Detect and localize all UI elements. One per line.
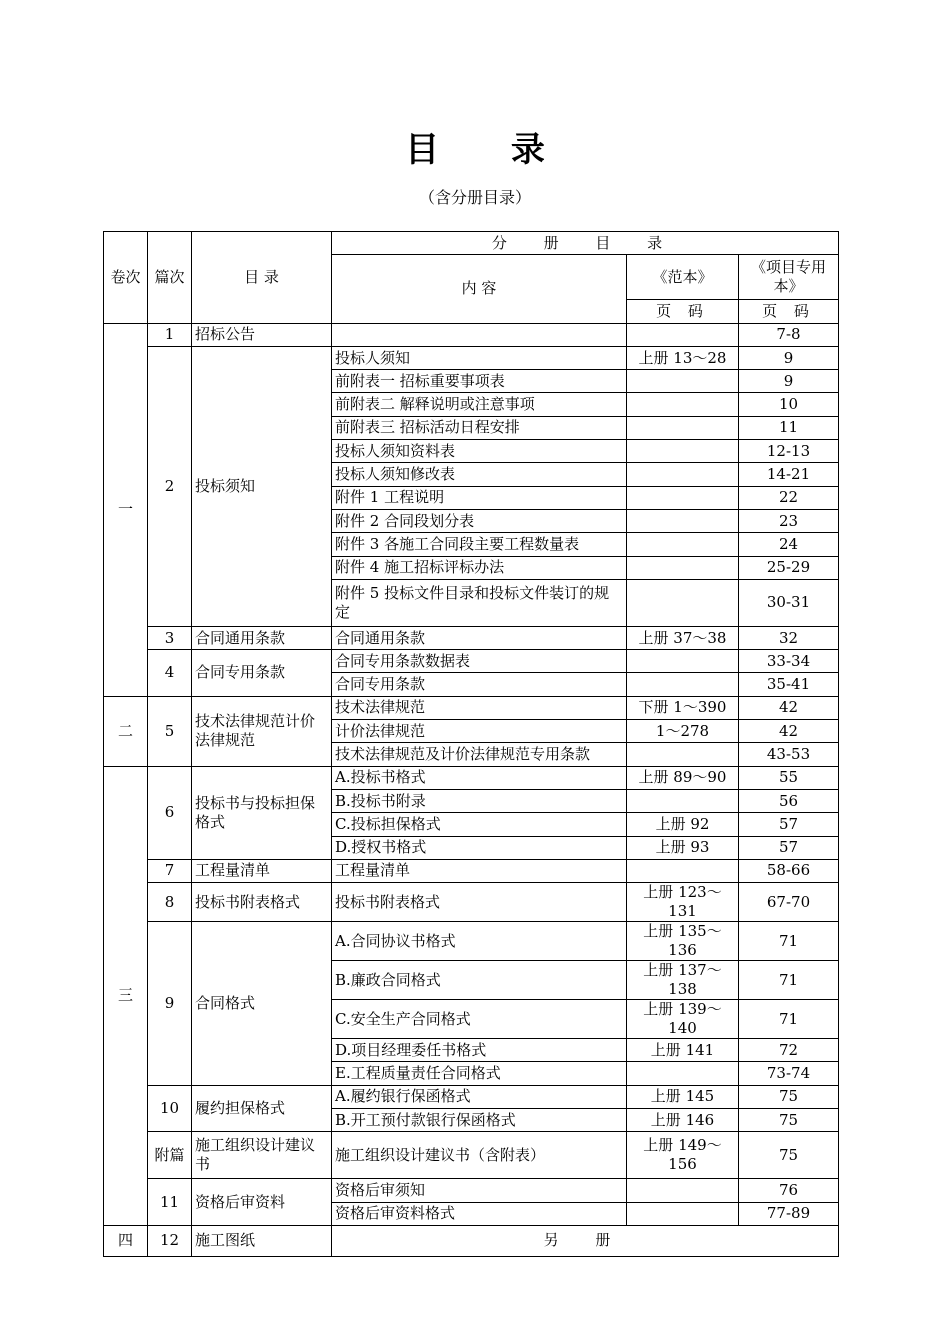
content-cell: B.开工预付款银行保函格式 xyxy=(332,1109,627,1132)
page-cell: 73-74 xyxy=(739,1062,839,1085)
fanben-cell xyxy=(627,486,739,509)
header-chapter: 篇次 xyxy=(148,232,192,324)
chapter-title: 履约担保格式 xyxy=(192,1085,332,1132)
page-cell: 23 xyxy=(739,509,839,532)
catalog-table xyxy=(103,231,839,1257)
content-cell: 前附表三 招标活动日程安排 xyxy=(332,416,627,439)
separate-volume-cell: 另 册 xyxy=(332,1225,839,1256)
page-cell: 77-89 xyxy=(739,1202,839,1225)
page-cell: 12-13 xyxy=(739,440,839,463)
table-row xyxy=(104,626,839,649)
chapter-num: 1 xyxy=(148,323,192,346)
chapter-title: 合同专用条款 xyxy=(192,650,332,697)
table-row xyxy=(104,766,839,789)
fanben-cell: 上册 139～140 xyxy=(627,1000,739,1039)
content-cell: D.项目经理委任书格式 xyxy=(332,1039,627,1062)
fanben-cell xyxy=(627,440,739,463)
chapter-title: 合同格式 xyxy=(192,922,332,1086)
content-cell: 前附表一 招标重要事项表 xyxy=(332,370,627,393)
page-cell: 67-70 xyxy=(739,883,839,922)
chapter-title: 投标须知 xyxy=(192,346,332,626)
content-cell: A.合同协议书格式 xyxy=(332,922,627,961)
page-cell: 9 xyxy=(739,370,839,393)
fanben-cell: 上册 137～138 xyxy=(627,961,739,1000)
page-cell: 14-21 xyxy=(739,463,839,486)
table-row xyxy=(104,883,839,922)
page-cell: 72 xyxy=(739,1039,839,1062)
chapter-title: 工程量清单 xyxy=(192,859,332,882)
content-cell: 投标人须知修改表 xyxy=(332,463,627,486)
content-cell: 附件 3 各施工合同段主要工程数量表 xyxy=(332,533,627,556)
fanben-cell: 上册 92 xyxy=(627,813,739,836)
table-row xyxy=(104,1085,839,1108)
table-row xyxy=(104,346,839,369)
chapter-num: 10 xyxy=(148,1085,192,1132)
content-cell: 附件 2 合同段划分表 xyxy=(332,509,627,532)
fanben-cell: 上册 141 xyxy=(627,1039,739,1062)
fanben-cell: 1～278 xyxy=(627,720,739,743)
table-row xyxy=(104,859,839,882)
chapter-num: 3 xyxy=(148,626,192,649)
page-cell: 75 xyxy=(739,1085,839,1108)
chapter-num: 7 xyxy=(148,859,192,882)
chapter-num: 4 xyxy=(148,650,192,697)
chapter-num: 6 xyxy=(148,766,192,859)
chapter-num: 12 xyxy=(148,1225,192,1256)
content-cell: 合同专用条款数据表 xyxy=(332,650,627,673)
chapter-num: 11 xyxy=(148,1179,192,1226)
page-cell: 25-29 xyxy=(739,556,839,579)
header-volume: 卷次 xyxy=(104,232,148,324)
fanben-cell: 上册 123～131 xyxy=(627,883,739,922)
page-cell: 71 xyxy=(739,1000,839,1039)
header-project: 《项目专用本》 xyxy=(739,255,839,300)
content-cell: 工程量清单 xyxy=(332,859,627,882)
content-cell: C.投标担保格式 xyxy=(332,813,627,836)
content-cell: 前附表二 解释说明或注意事项 xyxy=(332,393,627,416)
page-cell: 7-8 xyxy=(739,323,839,346)
volume-cell: 三 xyxy=(104,766,148,1225)
header-sub-catalog: 分 册 目 录 xyxy=(332,232,839,255)
page-subtitle: （含分册目录） xyxy=(418,188,531,207)
fanben-cell xyxy=(627,1202,739,1225)
volume-cell: 四 xyxy=(104,1225,148,1256)
content-cell: 附件 4 施工招标评标办法 xyxy=(332,556,627,579)
chapter-title: 施工组织设计建议书 xyxy=(192,1132,332,1179)
content-cell xyxy=(332,323,627,346)
table-row xyxy=(104,696,839,719)
header-row xyxy=(104,232,839,255)
content-cell: 合同专用条款 xyxy=(332,673,627,696)
fanben-cell xyxy=(627,1179,739,1202)
page-cell: 10 xyxy=(739,393,839,416)
page-cell: 30-31 xyxy=(739,579,839,626)
header-fanben: 《范本》 xyxy=(627,255,739,300)
fanben-cell xyxy=(627,1062,739,1085)
page-cell: 56 xyxy=(739,789,839,812)
page-cell: 75 xyxy=(739,1109,839,1132)
chapter-num: 附篇 xyxy=(148,1132,192,1179)
page-cell: 33-34 xyxy=(739,650,839,673)
content-cell: B.廉政合同格式 xyxy=(332,961,627,1000)
fanben-cell xyxy=(627,533,739,556)
content-cell: 投标人须知资料表 xyxy=(332,440,627,463)
header-catalog: 目 录 xyxy=(192,232,332,324)
content-cell: 技术法律规范及计价法律规范专用条款 xyxy=(332,743,627,766)
chapter-title: 合同通用条款 xyxy=(192,626,332,649)
content-cell: 技术法律规范 xyxy=(332,696,627,719)
page-cell: 35-41 xyxy=(739,673,839,696)
content-cell: A.投标书格式 xyxy=(332,766,627,789)
page-cell: 71 xyxy=(739,961,839,1000)
content-cell: 计价法律规范 xyxy=(332,720,627,743)
content-cell: 资格后审须知 xyxy=(332,1179,627,1202)
chapter-num: 5 xyxy=(148,696,192,766)
page-cell: 9 xyxy=(739,346,839,369)
fanben-cell: 上册 135～136 xyxy=(627,922,739,961)
chapter-title: 施工图纸 xyxy=(192,1225,332,1256)
chapter-num: 8 xyxy=(148,883,192,922)
fanben-cell xyxy=(627,579,739,626)
page-title: 目 录 xyxy=(405,130,575,170)
header-page-1: 页 码 xyxy=(627,300,739,323)
fanben-cell: 上册 149～156 xyxy=(627,1132,739,1179)
page-cell: 57 xyxy=(739,813,839,836)
fanben-cell: 上册 37～38 xyxy=(627,626,739,649)
page-cell: 58-66 xyxy=(739,859,839,882)
fanben-cell xyxy=(627,509,739,532)
content-cell: A.履约银行保函格式 xyxy=(332,1085,627,1108)
fanben-cell: 上册 145 xyxy=(627,1085,739,1108)
header-page-2: 页 码 xyxy=(739,300,839,323)
chapter-title: 技术法律规范计价法律规范 xyxy=(192,696,332,766)
fanben-cell xyxy=(627,463,739,486)
chapter-num: 2 xyxy=(148,346,192,626)
table-row xyxy=(104,1132,839,1179)
fanben-cell xyxy=(627,789,739,812)
table-row xyxy=(104,1179,839,1202)
chapter-num: 9 xyxy=(148,922,192,1086)
chapter-title: 招标公告 xyxy=(192,323,332,346)
page-cell: 42 xyxy=(739,720,839,743)
fanben-cell: 下册 1～390 xyxy=(627,696,739,719)
volume-cell: 一 xyxy=(104,323,148,696)
page-cell: 32 xyxy=(739,626,839,649)
content-cell: B.投标书附录 xyxy=(332,789,627,812)
chapter-title: 投标书与投标担保格式 xyxy=(192,766,332,859)
content-cell: 附件 5 投标文件目录和投标文件装订的规定 xyxy=(332,579,627,626)
fanben-cell xyxy=(627,370,739,393)
fanben-cell: 上册 93 xyxy=(627,836,739,859)
page-cell: 75 xyxy=(739,1132,839,1179)
content-cell: 合同通用条款 xyxy=(332,626,627,649)
content-cell: E.工程质量责任合同格式 xyxy=(332,1062,627,1085)
content-cell: 施工组织设计建议书（含附表） xyxy=(332,1132,627,1179)
fanben-cell xyxy=(627,416,739,439)
page-cell: 43-53 xyxy=(739,743,839,766)
chapter-title: 投标书附表格式 xyxy=(192,883,332,922)
fanben-cell xyxy=(627,743,739,766)
fanben-cell: 上册 13～28 xyxy=(627,346,739,369)
fanben-cell xyxy=(627,859,739,882)
table-row xyxy=(104,922,839,961)
table-row xyxy=(104,323,839,346)
page-cell: 11 xyxy=(739,416,839,439)
fanben-cell xyxy=(627,650,739,673)
content-cell: 投标人须知 xyxy=(332,346,627,369)
page-cell: 57 xyxy=(739,836,839,859)
page-cell: 71 xyxy=(739,922,839,961)
page-cell: 22 xyxy=(739,486,839,509)
content-cell: D.授权书格式 xyxy=(332,836,627,859)
page-cell: 76 xyxy=(739,1179,839,1202)
page-cell: 24 xyxy=(739,533,839,556)
page-cell: 55 xyxy=(739,766,839,789)
page-cell: 42 xyxy=(739,696,839,719)
fanben-cell: 上册 89～90 xyxy=(627,766,739,789)
content-cell: C.安全生产合同格式 xyxy=(332,1000,627,1039)
table-row xyxy=(104,1225,839,1256)
fanben-cell xyxy=(627,673,739,696)
table-row xyxy=(104,650,839,673)
fanben-cell: 上册 146 xyxy=(627,1109,739,1132)
chapter-title: 资格后审资料 xyxy=(192,1179,332,1226)
content-cell: 附件 1 工程说明 xyxy=(332,486,627,509)
header-content: 内 容 xyxy=(332,255,627,323)
content-cell: 资格后审资料格式 xyxy=(332,1202,627,1225)
fanben-cell xyxy=(627,393,739,416)
fanben-cell xyxy=(627,556,739,579)
volume-cell: 二 xyxy=(104,696,148,766)
fanben-cell xyxy=(627,323,739,346)
content-cell: 投标书附表格式 xyxy=(332,883,627,922)
